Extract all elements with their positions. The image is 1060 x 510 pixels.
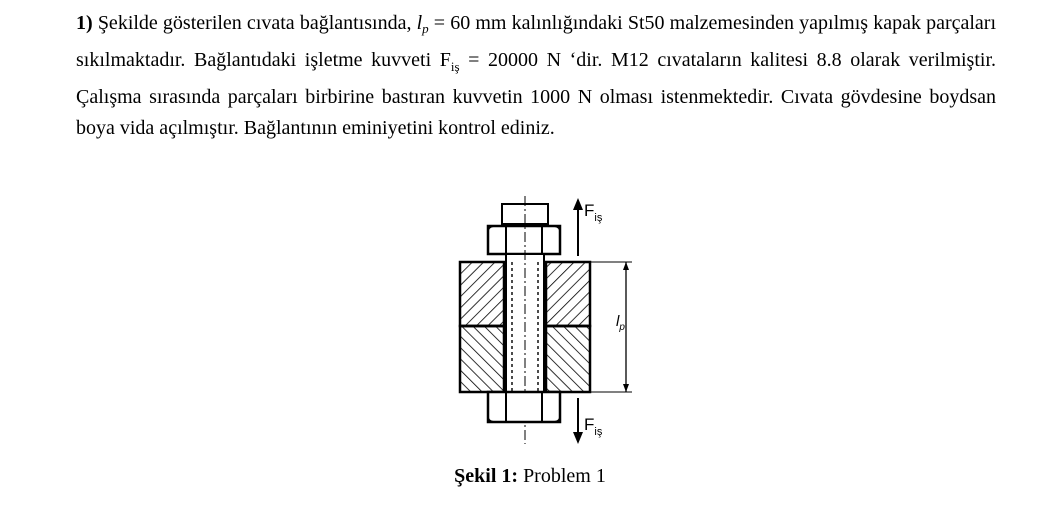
lower-plate-left	[460, 326, 504, 392]
force-bottom-label: $F_{iş}$	[584, 415, 603, 438]
lp-symbol: $l_p$	[416, 12, 429, 36]
fis-subscript: iş	[450, 58, 460, 74]
problem-text-body: kalınlığındaki St50 malzemesinden yapılmış kapak parçaları sıkılmaktadır. Bağlantıdaki işletme kuvveti F	[76, 12, 997, 71]
top-nut	[488, 226, 560, 254]
problem-statement	[76, 8, 996, 143]
caption-text: Problem 1	[523, 465, 606, 487]
figure-caption	[0, 465, 1060, 488]
force-top-label: $F_{iş}$	[584, 201, 603, 224]
lp-value: = 60 mm	[433, 12, 507, 34]
problem-text-end: = 20000 N ‘dir. M12 cıvataların kalitesi 8.8 olarak verilmiştir. Çalışma sırasında parçaları birbirine bastıran kuvvetin 1000 N olması istenmektedir. Cıvata gövdesine boydsan boya vida açılmıştır. Bağlantının eminiyetini kontrol ediniz.	[76, 48, 997, 139]
bolt-head	[488, 392, 560, 422]
problem-number: 1)	[76, 12, 93, 34]
problem-text-intro: Şekilde gösterilen cıvata bağlantısında,	[97, 12, 412, 34]
lower-plate-right	[546, 326, 590, 392]
bolt-joint-figure	[440, 192, 660, 448]
upper-plate-right	[546, 262, 590, 326]
lp-dimension-label: $l_p$	[616, 313, 625, 333]
upper-plate-left	[460, 262, 504, 326]
caption-label: Şekil 1:	[454, 465, 519, 487]
